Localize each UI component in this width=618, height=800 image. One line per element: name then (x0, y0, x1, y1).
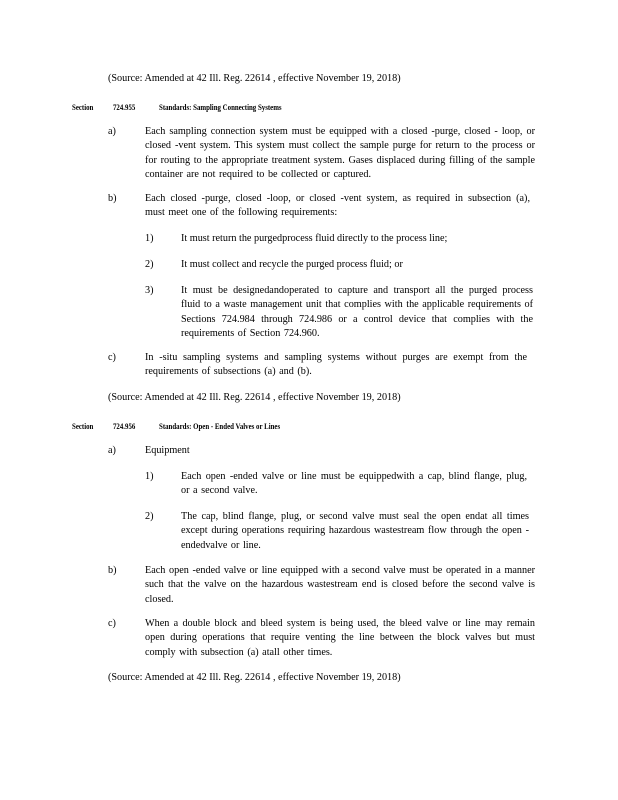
source-note: (Source: Amended at 42 Ill. Reg. 22614 , effective November 19, 2018) (108, 392, 401, 403)
source-note: (Source: Amended at 42 Ill. Reg. 22614 , effective November 19, 2018) (108, 73, 401, 84)
section-title: Standards: Open - Ended Valves or Lines (159, 421, 281, 431)
item-label: c) (108, 352, 116, 363)
item-text: Each open -ended valve or line equipped with a second valve must be operated in a manner such that the valve on the hazardous wastestream end is closed before the second valve is closed. (145, 565, 535, 605)
section-number: 724.955 (113, 102, 136, 112)
item-text: In -situ sampling systems and sampling systems without purges are exempt from the requirements of subsections (a) and (b). (145, 352, 527, 378)
item-text: When a double block and bleed system is being used, the bleed valve or line may remain open during operations that require venting the line between the block valves but must comply with subsection (a) atall other times. (145, 618, 535, 658)
subitem-text: It must collect and recycle the purged process fluid; or (181, 259, 403, 270)
subitem-text: Each open -ended valve or line must be equippedwith a cap, blind flange, plug, or a second valve. (181, 471, 527, 497)
item-text: Each closed -purge, closed -loop, or closed -vent system, as required in subsection (a), must meet one of the following requirements: (145, 193, 530, 219)
section-heading-word: Section (72, 421, 94, 431)
item-text: Each sampling connection system must be equipped with a closed -purge, closed - loop, or closed -vent system. This system must collect the sample purge for return to the process or for routing to the appropriate treatment system. Gases displaced during filling of the sample container are not required to be collected or captured. (145, 126, 535, 181)
subitem-text: It must be designedandoperated to capture and transport all the purged process fluid to a waste management unit that complies with the applicable requirements of Sections 724.984 through 724.986 or a control device that complies with the requirements of Section 724.960. (181, 285, 533, 340)
subitem-label: 1) (145, 233, 154, 244)
subitem-text: It must return the purgedprocess fluid directly to the process line; (181, 233, 448, 244)
subitem-label: 2) (145, 259, 154, 270)
subitem-text: The cap, blind flange, plug, or second valve must seal the open endat all times except during operations requiring hazardous wastestream flow through the open -endedvalve or line. (181, 511, 529, 551)
item-label: c) (108, 618, 116, 629)
subitem-label: 2) (145, 511, 154, 522)
subitem-label: 3) (145, 285, 154, 296)
item-label: a) (108, 126, 116, 137)
source-note: (Source: Amended at 42 Ill. Reg. 22614 , effective November 19, 2018) (108, 672, 401, 683)
section-title: Standards: Sampling Connecting Systems (159, 102, 282, 112)
item-label: b) (108, 193, 117, 204)
section-number: 724.956 (113, 421, 136, 431)
item-label: b) (108, 565, 117, 576)
section-heading-word: Section (72, 102, 94, 112)
subitem-label: 1) (145, 471, 154, 482)
item-text: Equipment (145, 445, 190, 456)
item-label: a) (108, 445, 116, 456)
